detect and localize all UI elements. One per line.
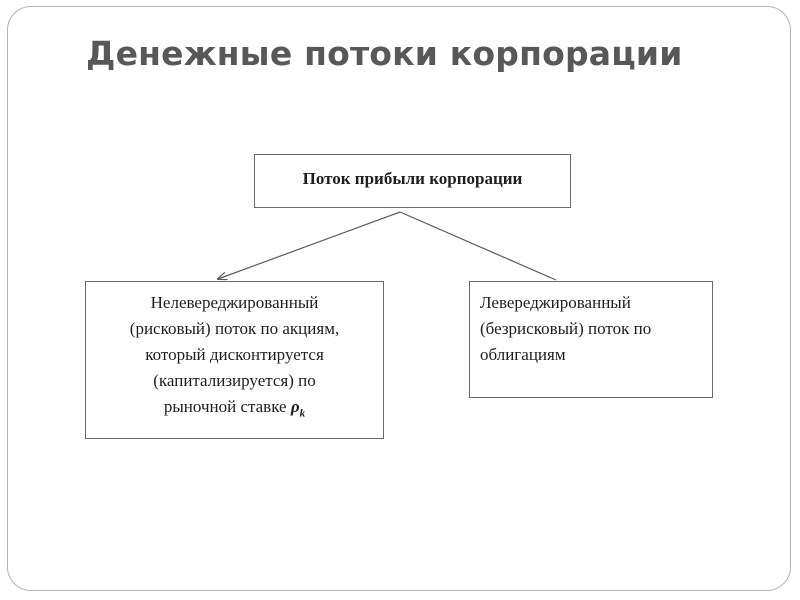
unlevered-flow-box: [85, 281, 384, 439]
unlevered-flow-line-1: Нелевереджированный: [150, 293, 319, 312]
rho-subscript: k: [299, 407, 306, 420]
rho-symbol: ρ: [290, 397, 300, 416]
levered-flow-line-1: Левереджированный: [480, 293, 631, 312]
connector-to-left: [218, 212, 400, 279]
unlevered-flow-line-2: (рисковый) поток по акциям,: [129, 319, 340, 338]
root-node-label: Поток прибыли корпорации: [302, 169, 523, 188]
discount-rate-symbol: [290, 397, 306, 420]
unlevered-flow-line-5-text: рыночной ставке: [163, 397, 287, 416]
root-node-box: [254, 154, 571, 208]
levered-flow-line-2: (безрисковый) поток по: [480, 319, 652, 338]
unlevered-flow-line-4: (капитализируется) по: [153, 371, 316, 390]
levered-flow-box: [469, 281, 713, 398]
unlevered-flow-line-5: [86, 394, 383, 426]
slide-title: Денежные потоки корпорации: [86, 34, 683, 73]
connector-to-right: [400, 212, 556, 280]
levered-flow-line-3: облигациям: [480, 345, 566, 364]
unlevered-flow-line-3: который дисконтируется: [145, 345, 324, 364]
